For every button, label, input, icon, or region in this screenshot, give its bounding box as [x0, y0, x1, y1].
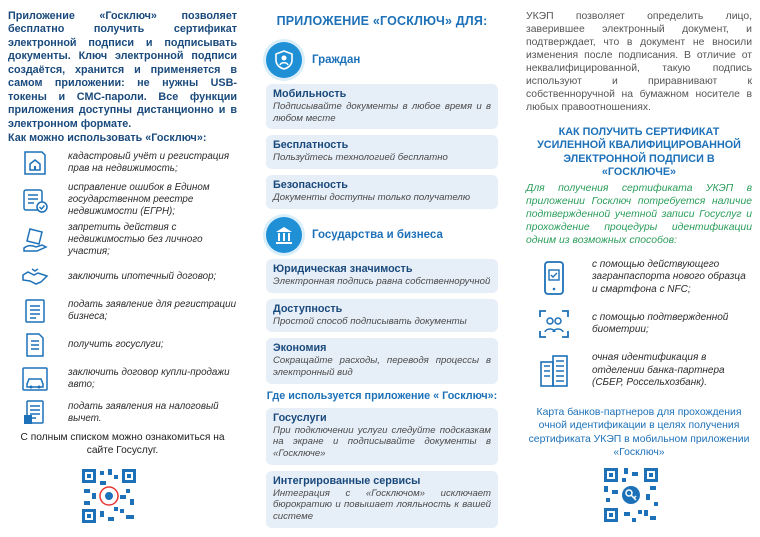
- business-group-header: [266, 217, 498, 253]
- list-item: [8, 222, 237, 258]
- identification-method: [526, 352, 752, 390]
- benefit-card: [266, 338, 498, 383]
- list-item: [8, 398, 237, 428]
- citizens-title: Граждан: [312, 54, 361, 66]
- use-text: заключить ипотечный договор;: [68, 271, 217, 283]
- intro-paragraph: Приложение «Госключ» позволяет бесплатно получить сертификат электронной подписи и подписывать документы. Ключ электронной подписи создаётся, хранится и применяется в самом приложении: не нужны USB-токены и СМС-пароли. Все функции приложения доступны дистанционно и в электронном формате.: [8, 10, 237, 130]
- middle-column: [256, 0, 506, 537]
- benefit-card: [266, 175, 498, 209]
- gosuslugi-qr-code[interactable]: [80, 467, 138, 525]
- list-item: [8, 182, 237, 218]
- benefit-description: Пользуйтесь технологией бесплатно: [273, 152, 448, 164]
- ukep-intro: УКЭП позволяет определить лицо, заверившее электронный документ, и подтверждает, что в документ не вносили изменения после подписания. В отличие от неквалифицированной, такую подпись используют и приравнивают к собственноручной на бумажном носителе в любых правоотношениях.: [526, 11, 752, 113]
- usage-description: При подключении услуги следуйте подсказкам на экране и подписывайте документы в «Госключе»: [273, 424, 491, 460]
- requirements-text: Для получения сертификата УКЭП в приложении Госключ потребуется наличие подтвержденной учетной записи Госуслуг и прохождение процедуры идентификации одним из возможных способов:: [526, 182, 752, 246]
- house-document-icon: [20, 148, 50, 178]
- usage-title: Интегрированные сервисы: [273, 474, 421, 487]
- use-text: запретить действия с недвижимостью без личного участия;: [68, 222, 203, 258]
- use-list: [8, 148, 237, 428]
- benefit-card: [266, 84, 498, 129]
- benefit-description: Простой способ подписывать документы: [273, 315, 467, 327]
- benefit-card: [266, 135, 498, 169]
- partner-banks-qr-code[interactable]: [602, 466, 660, 524]
- use-text: заключить договор купли-продажи авто;: [68, 367, 230, 390]
- how-to-use-heading: Как можно использовать «Госключ»:: [8, 132, 207, 145]
- bank-building-icon: [536, 353, 572, 389]
- use-text: подать заявление для регистрации бизнеса;: [68, 299, 237, 322]
- benefit-description: Подписывайте документы в любое время и в любом месте: [273, 101, 491, 124]
- benefit-description: Документы доступны только получателю: [273, 192, 471, 204]
- use-text: подать заявления на налоговый вычет.: [68, 401, 219, 424]
- where-used-heading: Где используется приложение « Госключ»:: [266, 389, 498, 402]
- business-title: Государства и бизнеса: [312, 228, 443, 241]
- hand-documents-icon: [20, 225, 50, 255]
- right-column: [518, 0, 760, 537]
- smartphone-check-icon: [536, 260, 572, 296]
- how-to-get-title: КАК ПОЛУЧИТЬ СЕРТИФИКАТ УСИЛЕННОЙ КВАЛИФИЦИРОВАННОЙ ЭЛЕКТРОННОЙ ПОДПИСИ В «ГОСКЛЮЧЕ»: [537, 126, 741, 179]
- method-text: с помощью действующего загранпаспорта нового образца и смартфона с NFC;: [592, 258, 746, 295]
- usage-description: Интеграция с «Госключом» исключает бюрократию и повышает лояльность к вашей системе: [273, 487, 491, 523]
- app-for-title: ПРИЛОЖЕНИЕ «ГОСКЛЮЧ» ДЛЯ:: [276, 14, 488, 28]
- usage-card: [266, 471, 498, 528]
- biometry-icon: [536, 306, 572, 342]
- government-building-icon: [266, 217, 302, 253]
- business-application-icon: [20, 296, 50, 326]
- partner-banks-map-note: Карта банков-партнеров для прохождения очной идентификации в целях получения сертификата УКЭП в мобильном приложении «Госключ»: [528, 406, 750, 458]
- method-text: с помощью подтвержденной биометрии;: [592, 311, 729, 336]
- left-column: [0, 0, 247, 537]
- benefit-card: [266, 259, 498, 293]
- benefit-title: Юридическая значимость: [273, 262, 413, 275]
- list-item: [8, 364, 237, 394]
- benefit-description: Электронная подпись равна собственноручной: [273, 275, 491, 287]
- tax-application-icon: [20, 398, 50, 428]
- benefit-title: Мобильность: [273, 88, 347, 100]
- benefit-title: Безопасность: [273, 179, 348, 192]
- list-item: [8, 330, 237, 360]
- list-item: [8, 262, 237, 292]
- citizens-group-header: [266, 42, 498, 78]
- list-item: [8, 296, 237, 326]
- use-text: получить госуслуги;: [68, 339, 164, 351]
- list-item: [8, 148, 237, 178]
- method-text: очная идентификация в отделении банка-партнера (СБЕР, Россельхозбанк).: [592, 352, 725, 389]
- benefit-title: Бесплатность: [273, 139, 349, 152]
- usage-title: Госуслуги: [273, 411, 327, 424]
- handshake-icon: [20, 262, 50, 292]
- use-text: исправление ошибок в Едином государственном реестре недвижимости (ЕГРН);: [68, 182, 210, 218]
- identification-method: [526, 306, 752, 342]
- benefit-description: Сокращайте расходы, переводя процессы в электронный вид: [273, 355, 491, 378]
- identification-method: [526, 259, 752, 297]
- gosuslugi-document-icon: [20, 330, 50, 360]
- benefit-title: Доступность: [273, 302, 343, 315]
- registry-check-icon: [20, 185, 50, 215]
- benefit-title: Экономия: [273, 342, 327, 355]
- car-contract-icon: [20, 364, 50, 394]
- use-text: кадастровый учёт и регистрация прав на недвижимость;: [68, 151, 230, 175]
- benefit-card: [266, 299, 498, 333]
- usage-card: [266, 408, 498, 465]
- full-list-note: С полным списком можно ознакомиться на сайте Госуслуг.: [20, 431, 225, 456]
- person-shield-icon: [266, 42, 302, 78]
